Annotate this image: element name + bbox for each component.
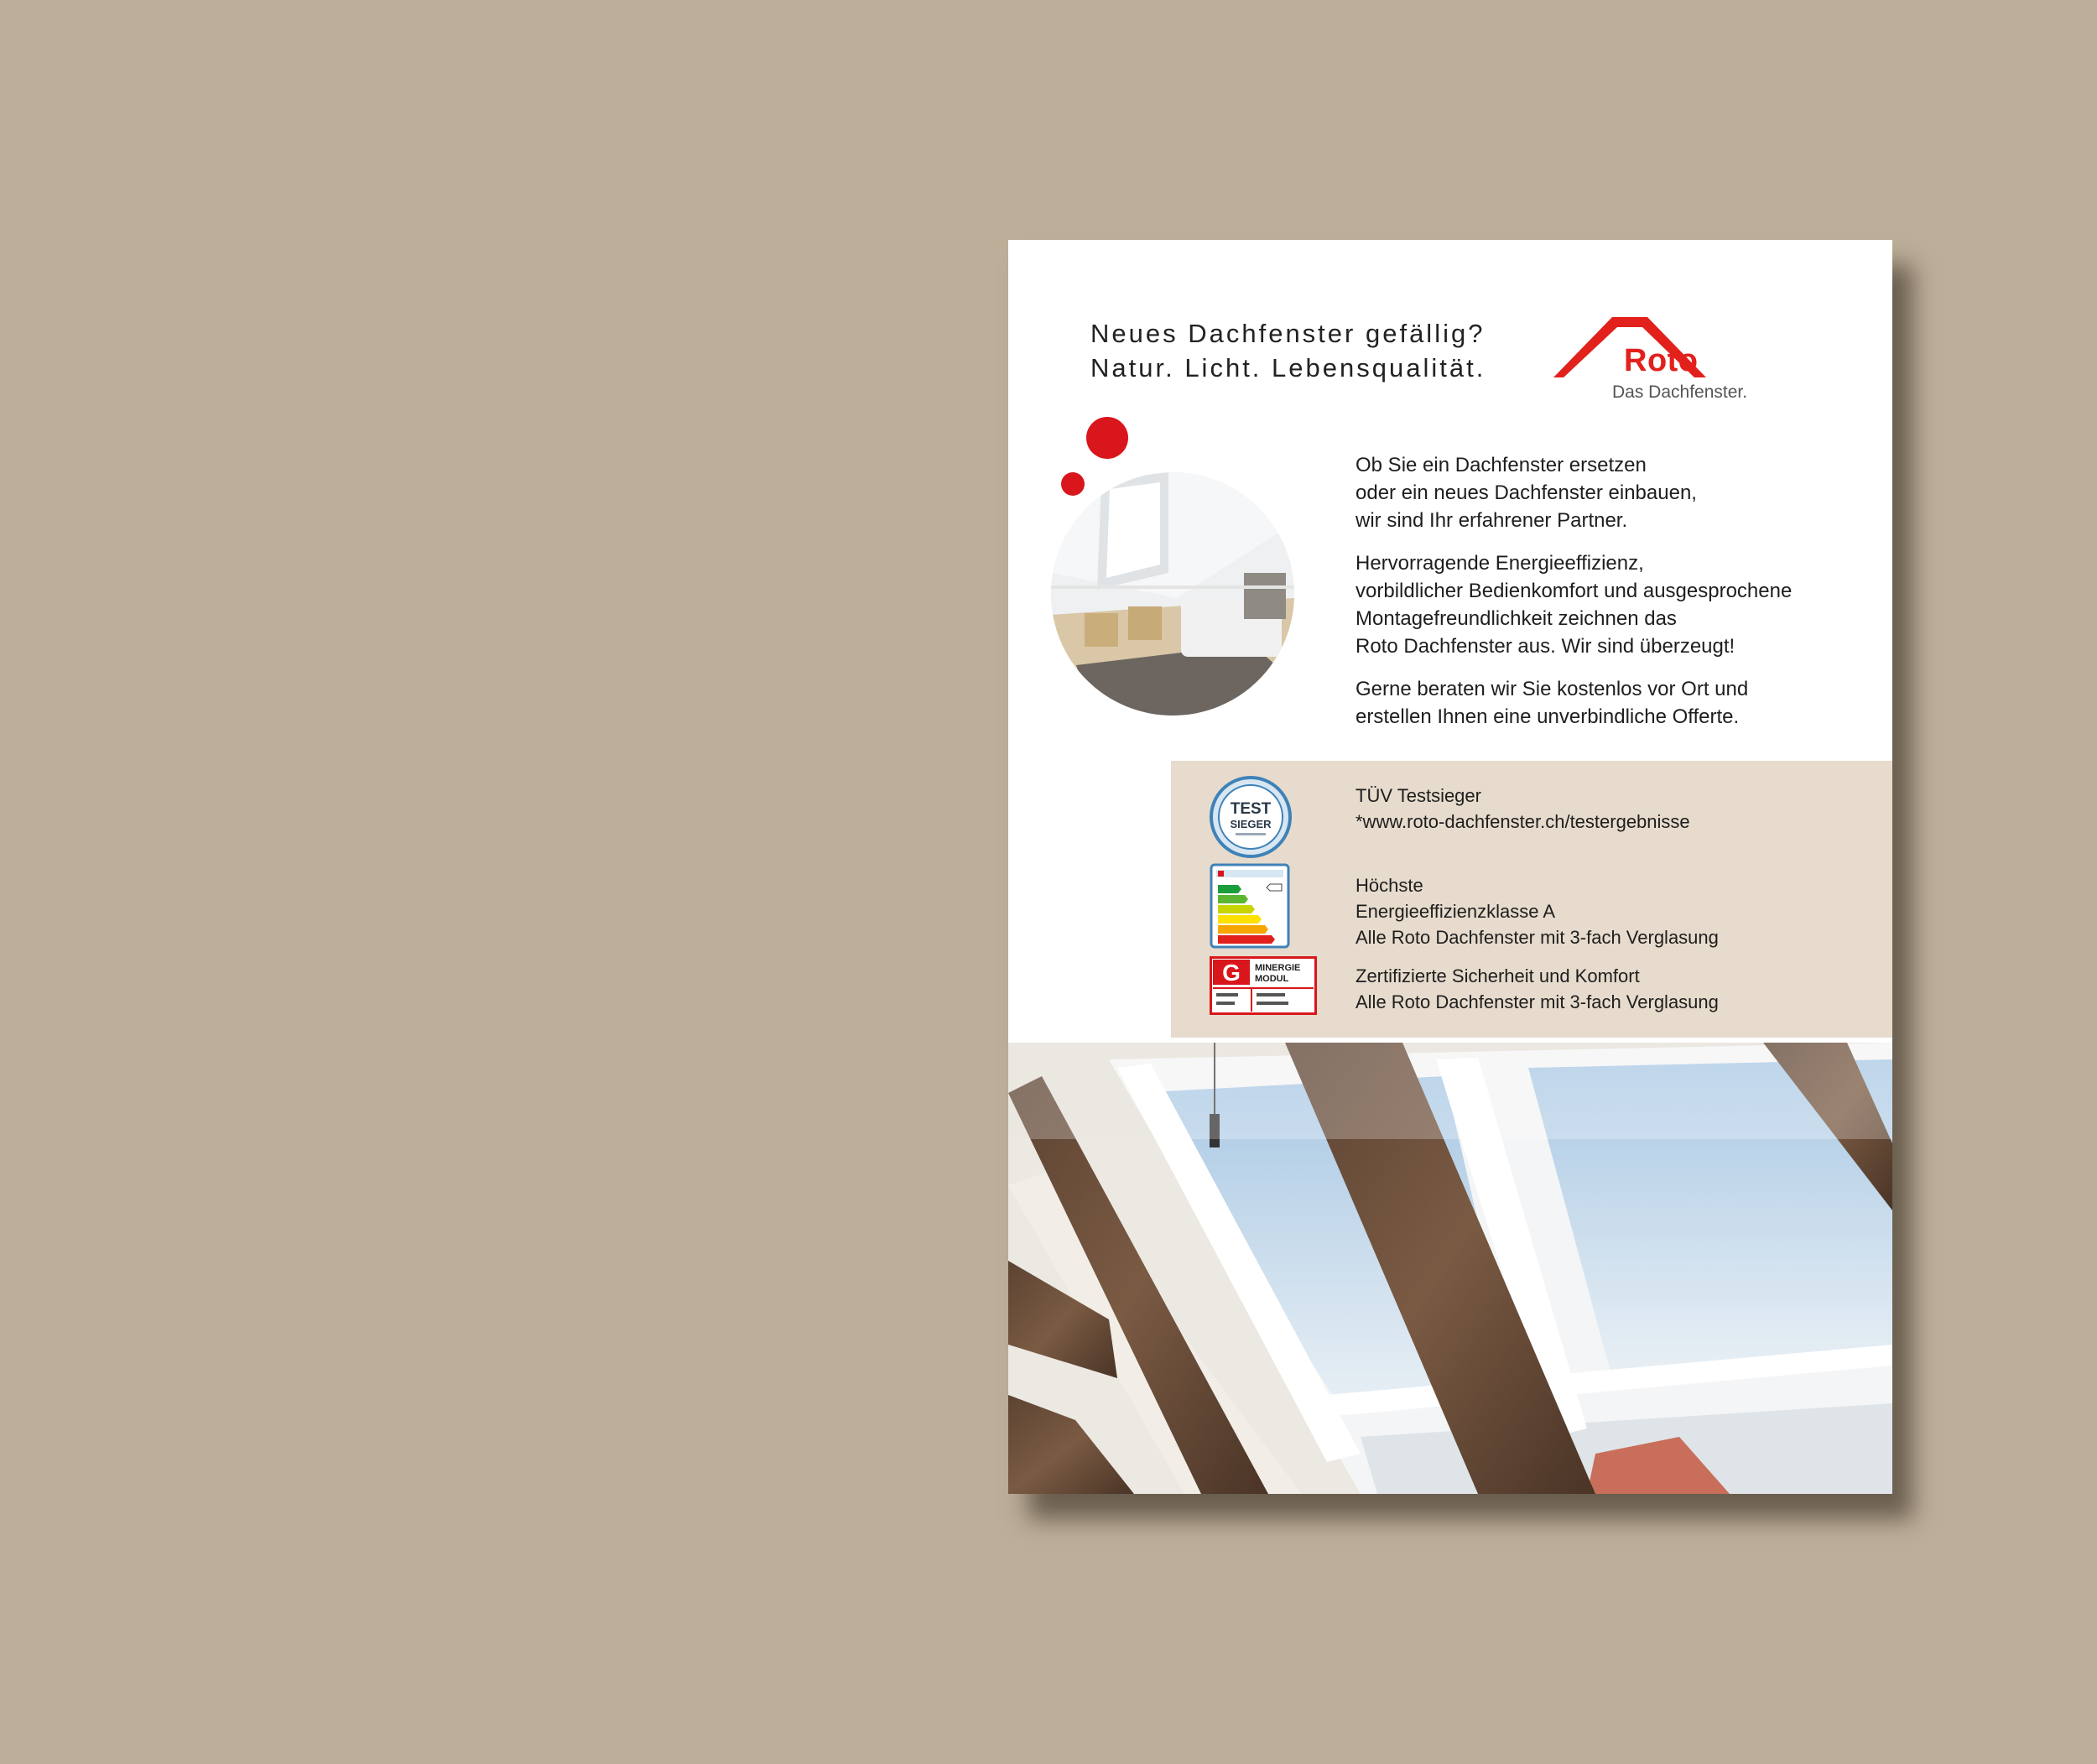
red-dot-small	[1061, 472, 1085, 496]
intro-paragraph-2: Hervorragende Energieeffizienz, vorbildlicher Bedienkomfort und ausgesprochene Montagefreundlichkeit zeichnen das Roto Dachfenster aus. Wir sind überzeugt!	[1356, 552, 1793, 658]
svg-text:G: G	[1222, 960, 1241, 986]
minergie-badge-line-1: MINERGIE	[1255, 963, 1301, 973]
certification-band	[1171, 761, 1892, 1038]
minergie-modul-icon	[1210, 956, 1317, 1015]
logo-tagline: Das Dachfenster.	[1612, 382, 1748, 402]
test-badge-line-1: TEST	[1230, 800, 1272, 818]
intro-paragraph-3: Gerne beraten wir Sie kostenlos vor Ort und erstellen Ihnen eine unverbindliche Offerte.	[1356, 678, 1749, 728]
energy-label-icon	[1210, 863, 1290, 949]
cert-text-test-sieger: TÜV Testsieger *www.roto-dachfenster.ch/testergebnisse	[1356, 785, 1690, 832]
intro-text	[1356, 451, 1876, 746]
intro-paragraph-1: Ob Sie ein Dachfenster ersetzen oder ein neues Dachfenster einbauen, wir sind Ihr erfahrener Partner.	[1356, 454, 1697, 532]
attic-room-photo	[1051, 472, 1294, 715]
red-dot-large	[1086, 417, 1128, 459]
minergie-badge-line-2: MODUL	[1255, 974, 1289, 984]
cert-text-energy: Höchste Energieeffizienzklasse A Alle Roto Dachfenster mit 3-fach Verglasung	[1356, 875, 1719, 948]
roof-window-photo	[1008, 1043, 1892, 1494]
headline-line-1: Neues Dachfenster gefällig?	[1090, 319, 1486, 348]
roto-logo	[1553, 317, 1748, 409]
headline	[1090, 316, 1486, 385]
logo-brand: Roto	[1624, 343, 1699, 378]
test-sieger-seal-icon	[1210, 776, 1292, 858]
flyer-page	[1008, 240, 1892, 1494]
cert-text-minergie: Zertifizierte Sicherheit und Komfort Alle Roto Dachfenster mit 3-fach Verglasung	[1356, 965, 1719, 1012]
headline-line-2: Natur. Licht. Lebensqualität.	[1090, 353, 1486, 382]
test-badge-line-2: SIEGER	[1230, 818, 1272, 830]
